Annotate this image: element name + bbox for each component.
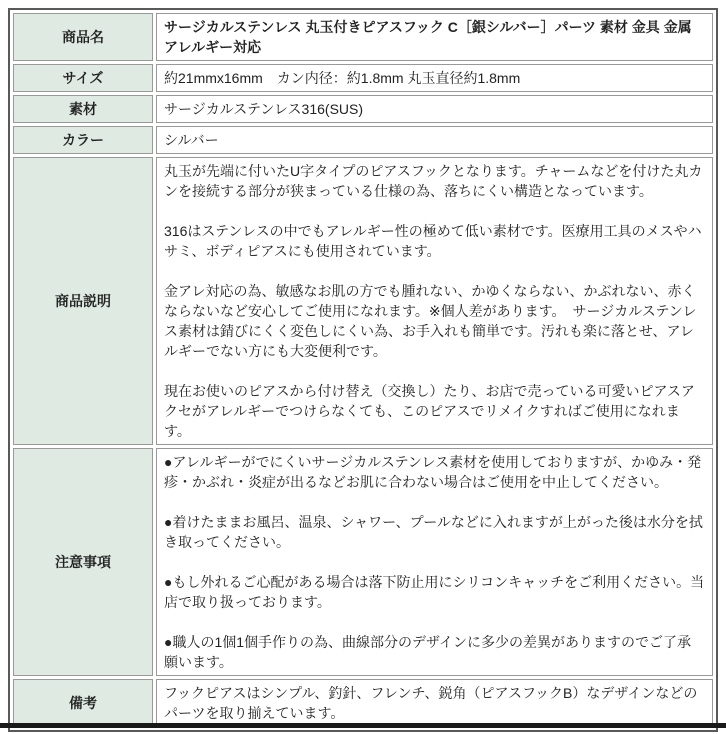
row-paragraph: サージカルステンレス316(SUS) bbox=[164, 101, 364, 117]
row-paragraph: 丸玉が先端に付いたU字タイプのピアスフックとなります。チャームなどを付けた丸カンを接続する部分が狭まっている仕様の為、落ちにくい構造となっています。 bbox=[164, 163, 703, 199]
table-row bbox=[13, 448, 713, 676]
table-row bbox=[13, 126, 713, 154]
row-value bbox=[156, 448, 713, 676]
row-paragraph: ●着けたままお風呂、温泉、シャワー、プールなどに入れますが上がった後は水分を拭き取ってください。 bbox=[164, 514, 703, 550]
row-paragraph: サージカルステンレス 丸玉付きピアスフック C［銀シルバー］パーツ 素材 金具 金属アレルギー対応 bbox=[164, 19, 692, 55]
table-row bbox=[13, 679, 713, 727]
row-value bbox=[156, 157, 713, 445]
table-row bbox=[13, 64, 713, 92]
row-label: 素材 bbox=[13, 95, 153, 123]
table-row bbox=[13, 95, 713, 123]
row-paragraph: 現在お使いのピアスから付け替え（交換し）たり、お店で売っている可愛いピアスアクセがアレルギーでつけらなくても、このピアスでリメイクすればご使用になれます。 bbox=[164, 383, 695, 439]
row-paragraph: シルバー bbox=[164, 132, 219, 148]
row-label: サイズ bbox=[13, 64, 153, 92]
row-paragraph: 金アレ対応の為、敏感なお肌の方でも腫れない、かゆくならない、かぶれない、赤くならないなど安心してご使用になれます。※個人差があります。 サージカルステンレス素材は錆びにくく変色しにくい為、お手入れも簡単です。汚れも楽に落とせ、アレルギーでない方にも大変便利です。 bbox=[164, 283, 697, 359]
row-label: カラー bbox=[13, 126, 153, 154]
product-spec-table bbox=[8, 8, 718, 732]
row-label: 備考 bbox=[13, 679, 153, 727]
row-paragraph: フックピアスはシンプル、釣針、フレンチ、鋭角（ピアスフックB）なデザインなどのパーツを取り揃えています。 bbox=[164, 685, 698, 721]
row-value bbox=[156, 64, 713, 92]
table-row bbox=[13, 157, 713, 445]
row-paragraph: 316はステンレスの中でもアレルギー性の極めて低い素材です。医療用工具のメスやハサミ、ボディピアスにも使用されています。 bbox=[164, 223, 702, 259]
row-paragraph: ●職人の1個1個手作りの為、曲線部分のデザインに多少の差異がありますのでご了承願います。 bbox=[164, 634, 692, 670]
row-label: 注意事項 bbox=[13, 448, 153, 676]
row-paragraph: ●もし外れるご心配がある場合は落下防止用にシリコンキャッチをご利用ください。当店で取り扱っております。 bbox=[164, 574, 705, 610]
row-paragraph: ●アレルギーがでにくいサージカルステンレス素材を使用しておりますが、かゆみ・発疹・かぶれ・炎症が出るなどお肌に合わない場合はご使用を中止してください。 bbox=[164, 454, 702, 490]
bottom-divider bbox=[0, 723, 726, 728]
row-label: 商品説明 bbox=[13, 157, 153, 445]
row-label: 商品名 bbox=[13, 13, 153, 61]
row-value bbox=[156, 13, 713, 61]
row-value bbox=[156, 679, 713, 727]
row-paragraph: 約21mmx16mm カン内径：約1.8mm 丸玉直径約1.8mm bbox=[164, 70, 521, 86]
row-value bbox=[156, 126, 713, 154]
table-row bbox=[13, 13, 713, 61]
table-body bbox=[13, 13, 713, 727]
row-value bbox=[156, 95, 713, 123]
